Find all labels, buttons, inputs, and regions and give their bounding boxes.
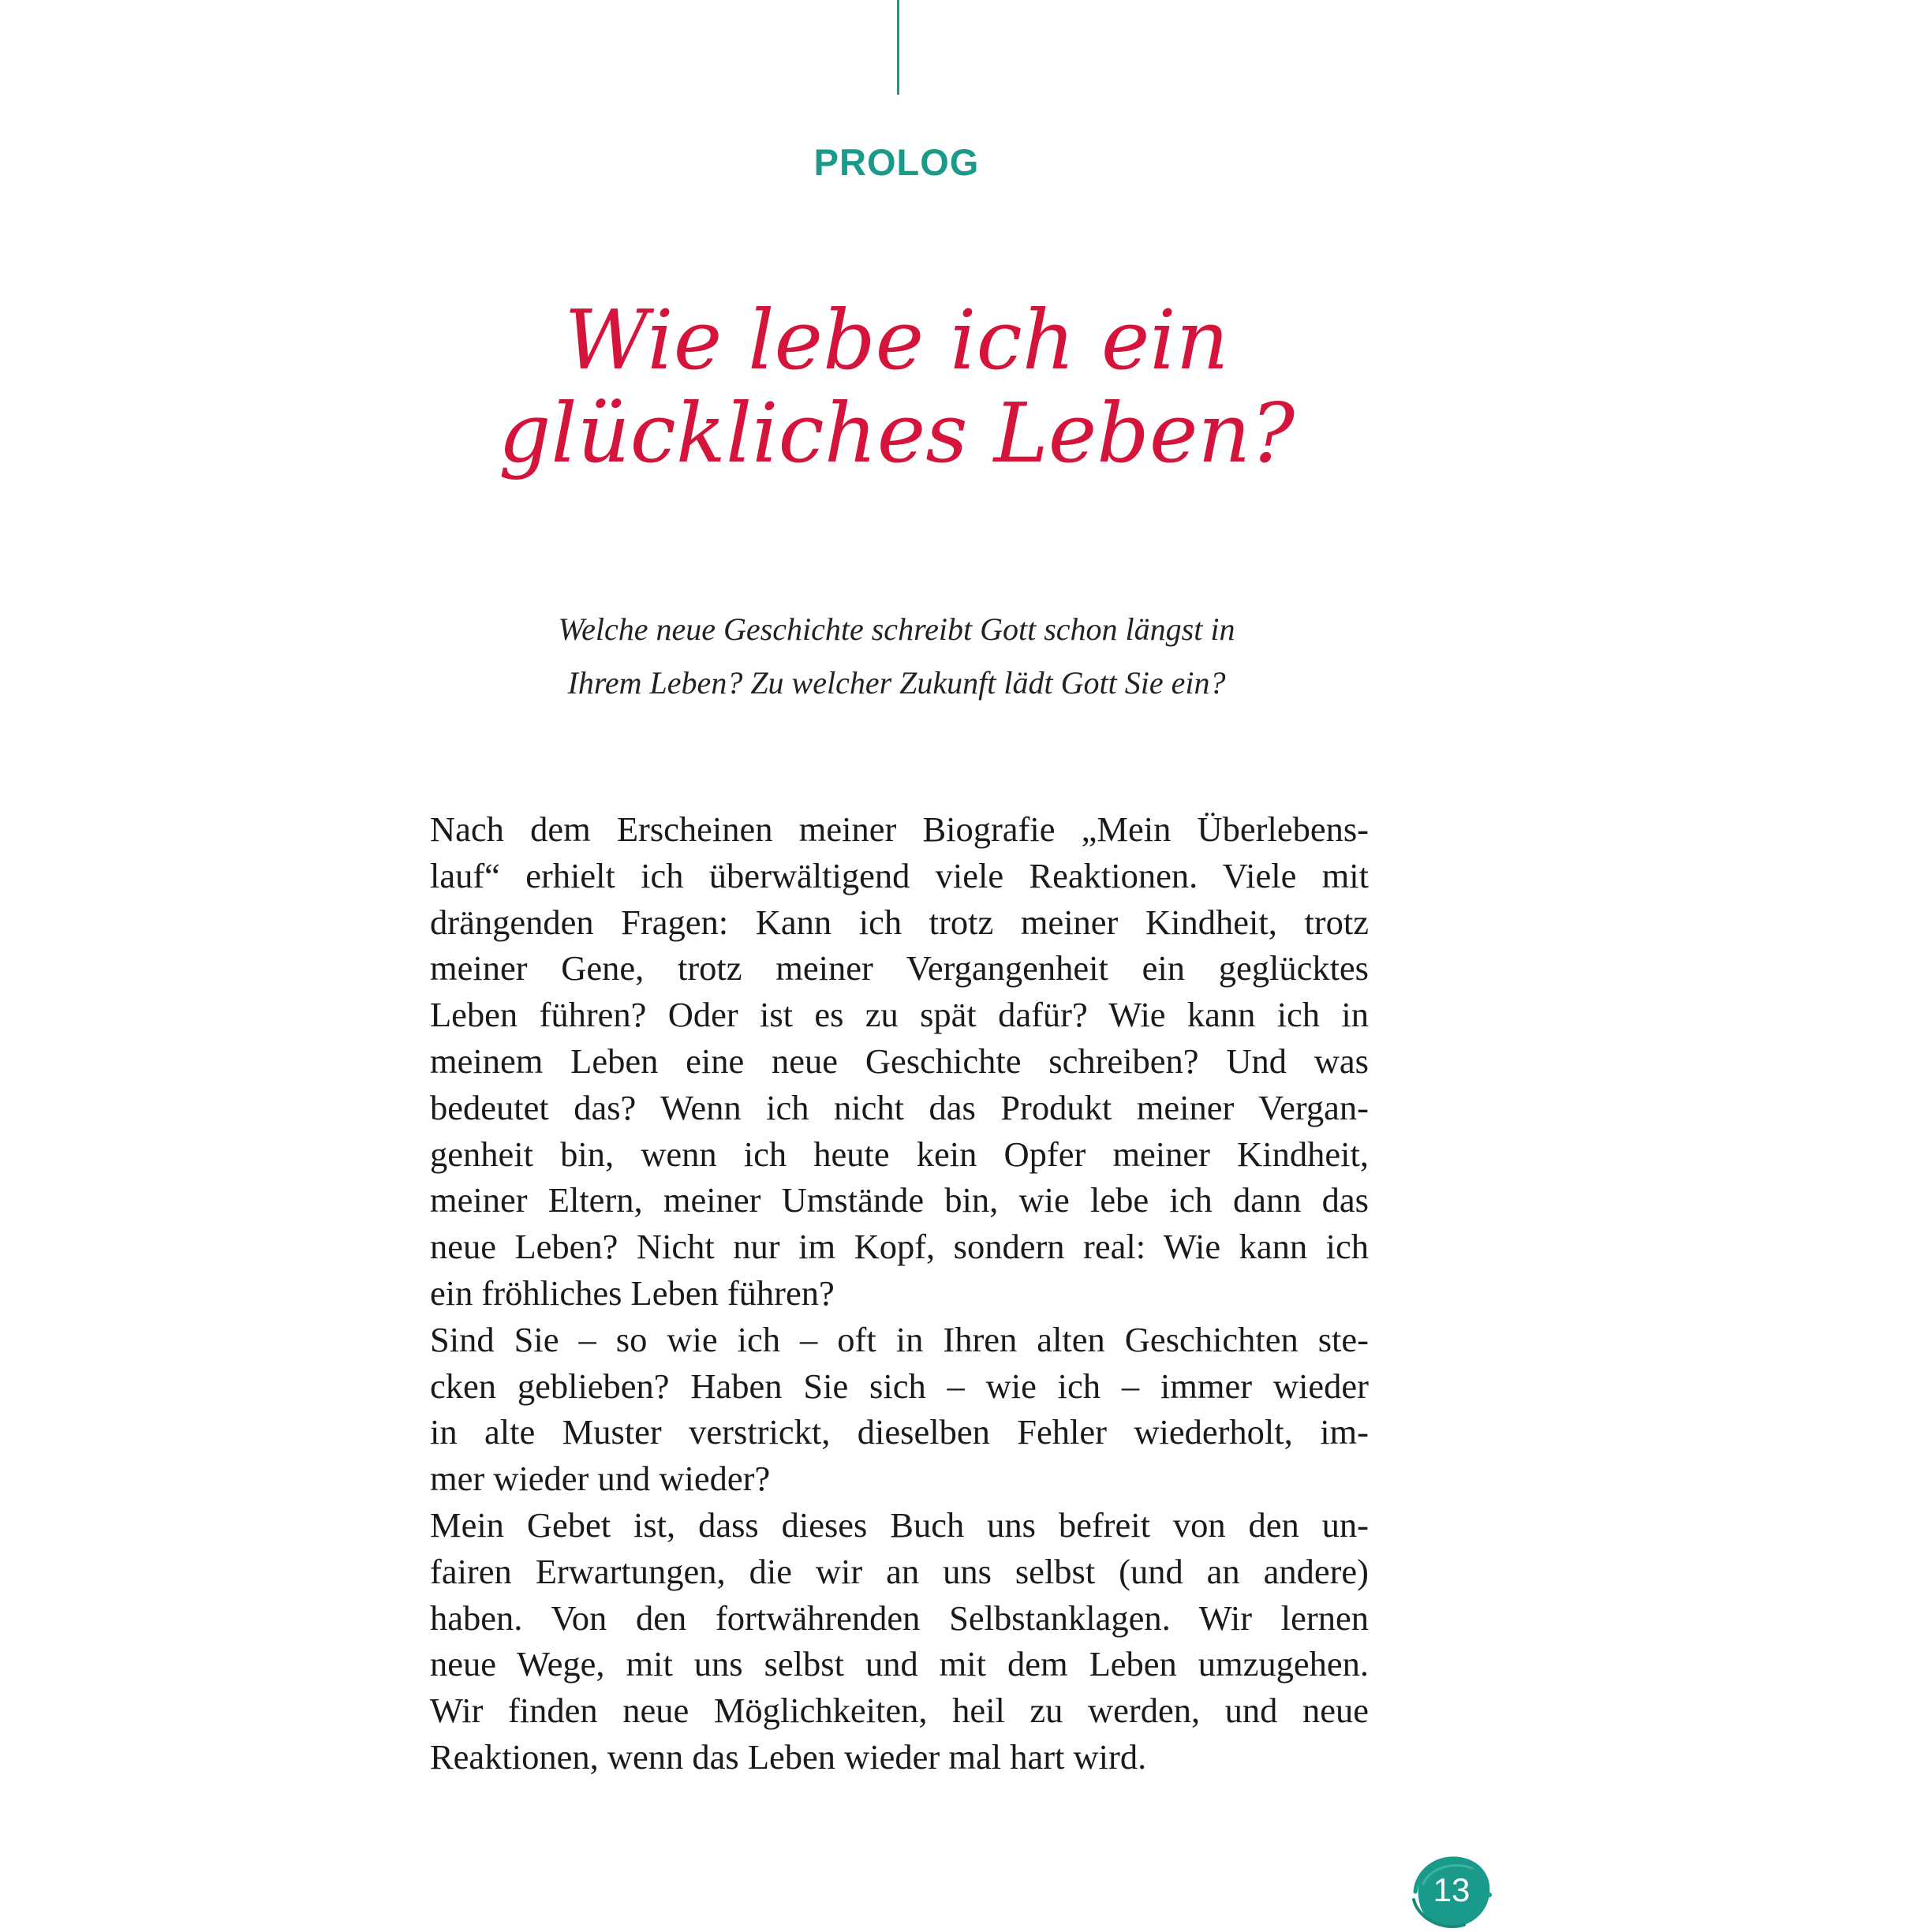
body-line: meiner Gene, trotz meiner Vergangenheit ein geglücktes xyxy=(430,948,1369,988)
body-line: fairen Erwartungen, die wir an uns selbst (und an andere) xyxy=(430,1551,1369,1591)
body-line: meinem Leben eine neue Geschichte schreiben? Und was xyxy=(430,1041,1369,1081)
body-line: in alte Muster verstrickt, dieselben Fehler wiederholt, im- xyxy=(430,1412,1369,1452)
body-line: drängenden Fragen: Kann ich trotz meiner Kindheit, trotz xyxy=(430,902,1369,942)
body-line: neue Leben? Nicht nur im Kopf, sondern real: Wie kann ich xyxy=(430,1227,1369,1267)
body-line: neue Wege, mit uns selbst und mit dem Leben umzugehen. xyxy=(430,1644,1369,1684)
body-line: lauf“ erhielt ich überwältigend viele Reaktionen. Viele mit xyxy=(430,855,1369,895)
body-line: Wir finden neue Möglichkeiten, heil zu werden, und neue xyxy=(430,1691,1369,1731)
page-number: 13 xyxy=(1433,1871,1470,1908)
lead-text xyxy=(505,603,1288,710)
page-number-badge xyxy=(1407,1852,1496,1931)
body-line: ein fröhliches Leben führen? xyxy=(430,1272,835,1313)
body-text xyxy=(430,806,1369,1781)
body-line: mer wieder und wieder? xyxy=(430,1459,771,1499)
chapter-title xyxy=(473,293,1320,480)
lead-line: Ihrem Leben? Zu welcher Zukunft lädt Gott Sie ein? xyxy=(567,665,1226,701)
body-line: haben. Von den fortwährenden Selbstanklagen. Wir lernen xyxy=(430,1598,1369,1638)
chapter-title-line: glückliches Leben? xyxy=(498,385,1295,481)
section-label: PROLOG xyxy=(813,141,980,183)
lead-line: Welche neue Geschichte schreibt Gott schon längst in xyxy=(558,611,1235,647)
body-line: Leben führen? Oder ist es zu spät dafür? Wie kann ich in xyxy=(430,995,1369,1035)
body-line: genheit bin, wenn ich heute kein Opfer meiner Kindheit, xyxy=(430,1134,1369,1174)
body-line: meiner Eltern, meiner Umstände bin, wie lebe ich dann das xyxy=(430,1180,1369,1220)
body-line: cken geblieben? Haben Sie sich – wie ich – immer wieder xyxy=(430,1366,1369,1406)
body-line: Nach dem Erscheinen meiner Biografie „Mein Überlebens- xyxy=(430,809,1369,849)
chapter-title-line: Wie lebe ich ein xyxy=(564,292,1229,388)
body-line: Reaktionen, wenn das Leben wieder mal hart wird. xyxy=(430,1736,1147,1777)
top-divider-line xyxy=(897,0,899,95)
body-line: Mein Gebet ist, dass dieses Buch uns befreit von den un- xyxy=(430,1504,1369,1545)
body-line: bedeutet das? Wenn ich nicht das Produkt meiner Vergan- xyxy=(430,1087,1369,1127)
body-line: Sind Sie – so wie ich – oft in Ihren alten Geschichten ste- xyxy=(430,1319,1369,1359)
